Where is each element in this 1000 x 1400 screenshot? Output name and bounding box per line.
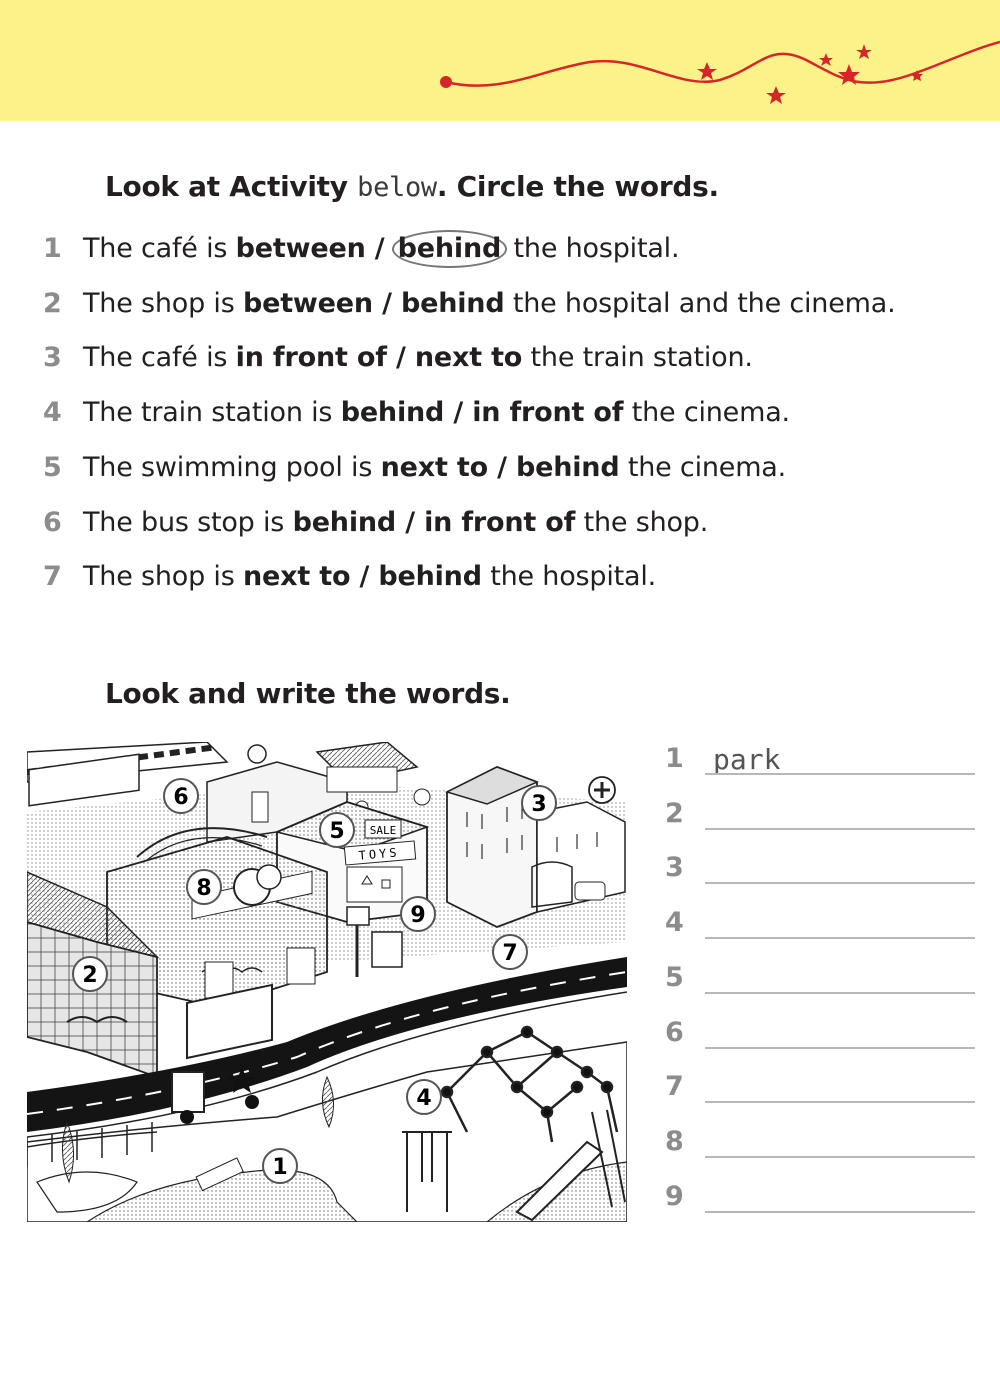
svg-text:1: 1 — [272, 1155, 288, 1180]
answer-text[interactable]: park — [713, 743, 781, 776]
answer-number: 4 — [665, 907, 684, 939]
option-separator: / — [372, 287, 401, 319]
option-one[interactable]: between — [242, 287, 373, 319]
answer-number: 8 — [665, 1125, 684, 1157]
answer-line[interactable] — [705, 1156, 975, 1158]
svg-text:6: 6 — [173, 785, 189, 810]
item-number: 3 — [43, 342, 62, 374]
option-separator: / — [487, 451, 516, 483]
sentence-item — [43, 288, 895, 319]
sentence-item — [43, 233, 679, 264]
label-4 — [407, 1080, 441, 1114]
answer-row — [665, 743, 977, 783]
item-number: 7 — [43, 561, 62, 593]
label-8 — [187, 870, 221, 904]
item-number: 6 — [43, 506, 62, 538]
sentence-item — [43, 561, 656, 592]
option-two[interactable]: behind — [515, 451, 620, 483]
sentence-end: the hospital. — [513, 233, 680, 264]
sentence-end: the train station. — [530, 342, 753, 374]
answer-row — [665, 962, 977, 1002]
sentence-item — [43, 452, 786, 483]
sentence-item — [43, 507, 708, 538]
option-separator: / — [350, 561, 379, 593]
option-one[interactable]: between — [235, 233, 366, 264]
label-3 — [522, 786, 556, 820]
answer-line[interactable] — [705, 1211, 975, 1213]
item-number: 1 — [43, 233, 62, 264]
option-two[interactable]: behind — [400, 287, 505, 319]
answer-line[interactable] — [705, 937, 975, 939]
item-number: 2 — [43, 287, 62, 319]
sentence-start: The shop is — [83, 561, 235, 593]
svg-text:TOYS: TOYS — [358, 845, 401, 863]
option-one[interactable]: in front of — [235, 342, 387, 374]
answer-line[interactable] — [705, 882, 975, 884]
svg-text:7: 7 — [502, 941, 518, 966]
svg-text:8: 8 — [196, 876, 212, 901]
svg-text:SALE: SALE — [369, 824, 397, 837]
decorative-swirl-stars-icon — [0, 0, 1000, 121]
town-illustration — [27, 742, 627, 1222]
option-two[interactable]: next to — [414, 342, 523, 374]
answer-row — [665, 1017, 977, 1057]
answer-line[interactable] — [705, 828, 975, 830]
sentence-start: The bus stop is — [83, 506, 285, 538]
option-separator: / — [396, 506, 425, 538]
sentence-start: The shop is — [83, 287, 235, 319]
sentence-start: The café is — [83, 342, 228, 374]
top-banner — [0, 0, 1000, 121]
svg-text:3: 3 — [531, 792, 547, 817]
sentence-item — [43, 342, 753, 373]
activity-2-heading: Look and write the words. — [105, 677, 511, 710]
sentence-end: the cinema. — [627, 451, 787, 483]
sentence-end: the hospital and the cinema. — [512, 287, 896, 319]
answer-row — [665, 1126, 977, 1166]
answer-row — [665, 852, 977, 892]
heading-text-end: . Circle the words. — [436, 170, 719, 203]
item-number: 4 — [43, 397, 62, 429]
option-two[interactable]: behind — [392, 230, 507, 268]
sentence-start: The train station is — [83, 397, 333, 429]
activity-1-heading — [105, 170, 719, 203]
town-scene — [27, 742, 627, 1222]
option-separator: / — [365, 233, 394, 264]
option-one[interactable]: behind — [340, 397, 445, 429]
option-one[interactable]: behind — [292, 506, 397, 538]
heading-text: Look at Activity — [105, 170, 348, 203]
svg-text:5: 5 — [329, 819, 345, 844]
answer-row — [665, 907, 977, 947]
sentence-end: the hospital. — [490, 561, 657, 593]
label-7 — [493, 935, 527, 969]
item-number: 5 — [43, 451, 62, 483]
svg-text:4: 4 — [416, 1086, 432, 1111]
answer-row — [665, 1071, 977, 1111]
option-one[interactable]: next to — [380, 451, 488, 483]
label-2 — [73, 957, 107, 991]
answer-line[interactable] — [705, 1101, 975, 1103]
answer-line[interactable] — [705, 773, 975, 775]
answer-line[interactable] — [705, 992, 975, 994]
option-separator: / — [444, 397, 473, 429]
label-1 — [263, 1149, 297, 1183]
answer-row — [665, 1181, 977, 1221]
sentence-item — [43, 397, 790, 428]
answer-row — [665, 798, 977, 838]
label-9 — [401, 897, 435, 931]
option-two[interactable]: behind — [378, 561, 482, 593]
answer-number: 9 — [665, 1180, 684, 1212]
label-5 — [320, 813, 354, 847]
answer-number: 2 — [665, 797, 684, 829]
answer-number: 5 — [665, 961, 684, 993]
answer-number: 6 — [665, 1016, 684, 1048]
option-one[interactable]: next to — [242, 561, 351, 593]
sentence-start: The café is — [83, 233, 228, 264]
option-two[interactable]: in front of — [424, 506, 576, 538]
sentence-start: The swimming pool is — [83, 451, 373, 483]
svg-text:9: 9 — [410, 903, 426, 928]
svg-text:2: 2 — [82, 963, 98, 988]
sentence-end: the cinema. — [631, 397, 790, 429]
handwritten-word: below — [357, 172, 437, 203]
option-separator: / — [386, 342, 415, 374]
option-two[interactable]: in front of — [472, 397, 624, 429]
sentence-end: the shop. — [583, 506, 709, 538]
answer-number: 1 — [665, 743, 684, 774]
answer-number: 7 — [665, 1071, 684, 1103]
label-6 — [164, 779, 198, 813]
answer-line[interactable] — [705, 1047, 975, 1049]
answer-number: 3 — [665, 852, 684, 884]
